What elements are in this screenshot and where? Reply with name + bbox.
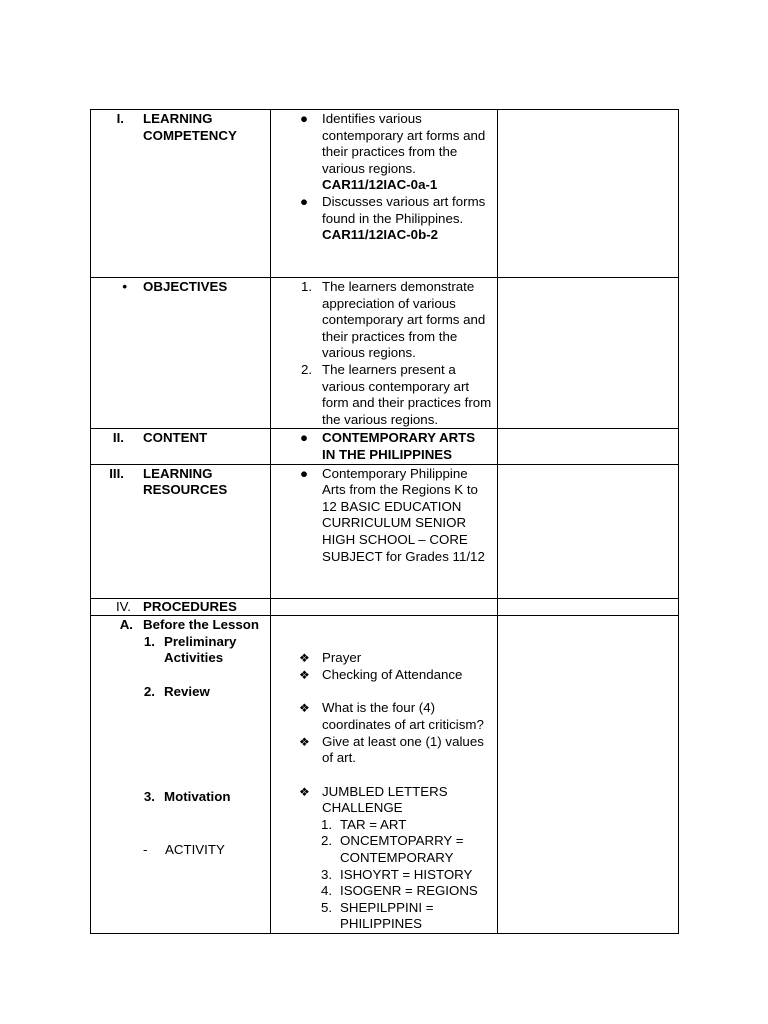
item-text: Contemporary Philippine Arts from the Regions K to 12 BASIC EDUCATION CURRICULUM SENIOR HIGH SCHOOL – CORE SUBJECT for Grades 11/12 xyxy=(322,465,485,564)
diamond-bullet-icon: ❖ xyxy=(299,701,310,716)
list-item xyxy=(271,667,497,684)
subsection-number: 1. xyxy=(143,633,155,649)
subsection-preliminary xyxy=(91,634,270,667)
subsection-number: 2. xyxy=(143,683,155,699)
item-text: ONCEMTOPARRY = CONTEMPORARY xyxy=(340,833,464,866)
section-label: LEARNING COMPETENCY xyxy=(143,111,237,143)
diamond-bullet-icon: ❖ xyxy=(299,734,310,749)
item-text: What is the four (4) coordinates of art criticism? xyxy=(322,700,484,732)
diamond-bullet-icon: ❖ xyxy=(299,651,310,666)
bullet-icon: • xyxy=(122,279,127,294)
diamond-bullet-icon: ❖ xyxy=(299,667,310,682)
row-learning-resources xyxy=(91,464,679,598)
section-number: I. xyxy=(116,111,124,126)
cell-content xyxy=(271,110,498,278)
cell-empty xyxy=(498,278,679,429)
list-number: 1. xyxy=(321,816,333,832)
list-item xyxy=(271,279,497,362)
subsection-label: Preliminary Activities xyxy=(164,633,237,666)
item-text: ISOGENR = REGIONS xyxy=(340,883,478,899)
diamond-bullet-icon: ❖ xyxy=(299,784,310,799)
list-number: 2. xyxy=(301,361,313,377)
cell-empty xyxy=(271,598,498,616)
item-text: SHEPILPPINI = PHILIPPINES xyxy=(340,899,434,932)
cell-empty xyxy=(498,429,679,464)
list-number: 1. xyxy=(301,279,313,294)
cell-label xyxy=(91,110,271,278)
section-number: IV. xyxy=(115,598,131,614)
lesson-plan-table xyxy=(90,109,679,934)
cell-empty xyxy=(498,616,679,934)
section-letter: A. xyxy=(119,617,133,633)
item-text: Give at least one (1) values of art. xyxy=(322,733,484,766)
item-text: Checking of Attendance xyxy=(322,666,463,682)
activity-label: ACTIVITY xyxy=(165,842,225,858)
bullet-icon: ● xyxy=(300,465,309,481)
competency-code: CAR11/12IAC-0a-1 xyxy=(322,177,438,193)
cell-label xyxy=(91,464,271,598)
bullet-icon: ● xyxy=(300,111,309,126)
list-number: 4. xyxy=(321,883,333,899)
cell-label xyxy=(91,429,271,464)
list-item xyxy=(271,111,497,194)
subsection-label: Review xyxy=(164,683,210,699)
list-item xyxy=(271,817,497,834)
item-text: CONTEMPORARY ARTS IN THE PHILIPPINES xyxy=(322,430,476,462)
list-item xyxy=(271,784,497,817)
row-learning-competency xyxy=(91,110,679,278)
cell-content xyxy=(271,616,498,934)
cell-empty xyxy=(498,110,679,278)
item-text: Discusses various art forms found in the Philippines. xyxy=(322,193,486,226)
list-number: 5. xyxy=(321,899,333,915)
cell-empty xyxy=(498,464,679,598)
cell-content xyxy=(271,278,498,429)
cell-label xyxy=(91,598,271,616)
item-text: ISHOYRT = HISTORY xyxy=(340,866,473,882)
list-item xyxy=(271,650,497,667)
subsection-motivation xyxy=(91,789,270,806)
jumbled-list xyxy=(271,817,497,933)
list-item xyxy=(271,883,497,900)
subsection-label: Motivation xyxy=(164,788,231,804)
subsection-review xyxy=(91,684,270,701)
subsection-number: 3. xyxy=(143,788,155,804)
list-item xyxy=(271,429,497,463)
list-item xyxy=(271,465,497,566)
cell-content xyxy=(271,429,498,464)
section-label: PROCEDURES xyxy=(143,598,237,614)
row-before-lesson xyxy=(91,616,679,934)
item-text: TAR = ART xyxy=(340,816,407,832)
list-item xyxy=(271,833,497,866)
item-text: The learners demonstrate appreciation of various contemporary art forms and their practices from the various regions. xyxy=(322,279,486,361)
bullet-icon: ● xyxy=(300,430,309,446)
list-item xyxy=(271,362,497,428)
cell-label xyxy=(91,278,271,429)
section-label: LEARNING RESOURCES xyxy=(143,465,228,498)
list-item xyxy=(271,700,497,733)
item-text: The learners present a various contemporary art form and their practices from the various regions. xyxy=(322,361,492,427)
list-item xyxy=(271,194,497,244)
competency-code: CAR11/12IAC-0b-2 xyxy=(322,227,439,243)
row-objectives xyxy=(91,278,679,429)
item-text: Prayer xyxy=(322,650,362,666)
item-text: Identifies various contemporary art forms and their practices from the various regions. xyxy=(322,111,486,176)
dash-marker: - xyxy=(143,842,148,858)
list-item xyxy=(271,734,497,767)
list-number: 3. xyxy=(321,866,333,882)
section-number: II. xyxy=(112,430,124,446)
cell-empty xyxy=(498,598,679,616)
cell-label xyxy=(91,616,271,934)
list-item xyxy=(271,900,497,933)
list-item xyxy=(271,867,497,884)
section-label: OBJECTIVES xyxy=(143,279,228,294)
activity-line xyxy=(91,842,270,859)
section-number: III. xyxy=(109,465,124,481)
list-number: 2. xyxy=(321,833,333,849)
item-text: JUMBLED LETTERS CHALLENGE xyxy=(322,783,448,816)
section-label: Before the Lesson xyxy=(143,617,260,633)
section-label: CONTENT xyxy=(143,430,208,446)
row-procedures xyxy=(91,598,679,616)
bullet-icon: ● xyxy=(300,193,309,209)
cell-content xyxy=(271,464,498,598)
row-content xyxy=(91,429,679,464)
